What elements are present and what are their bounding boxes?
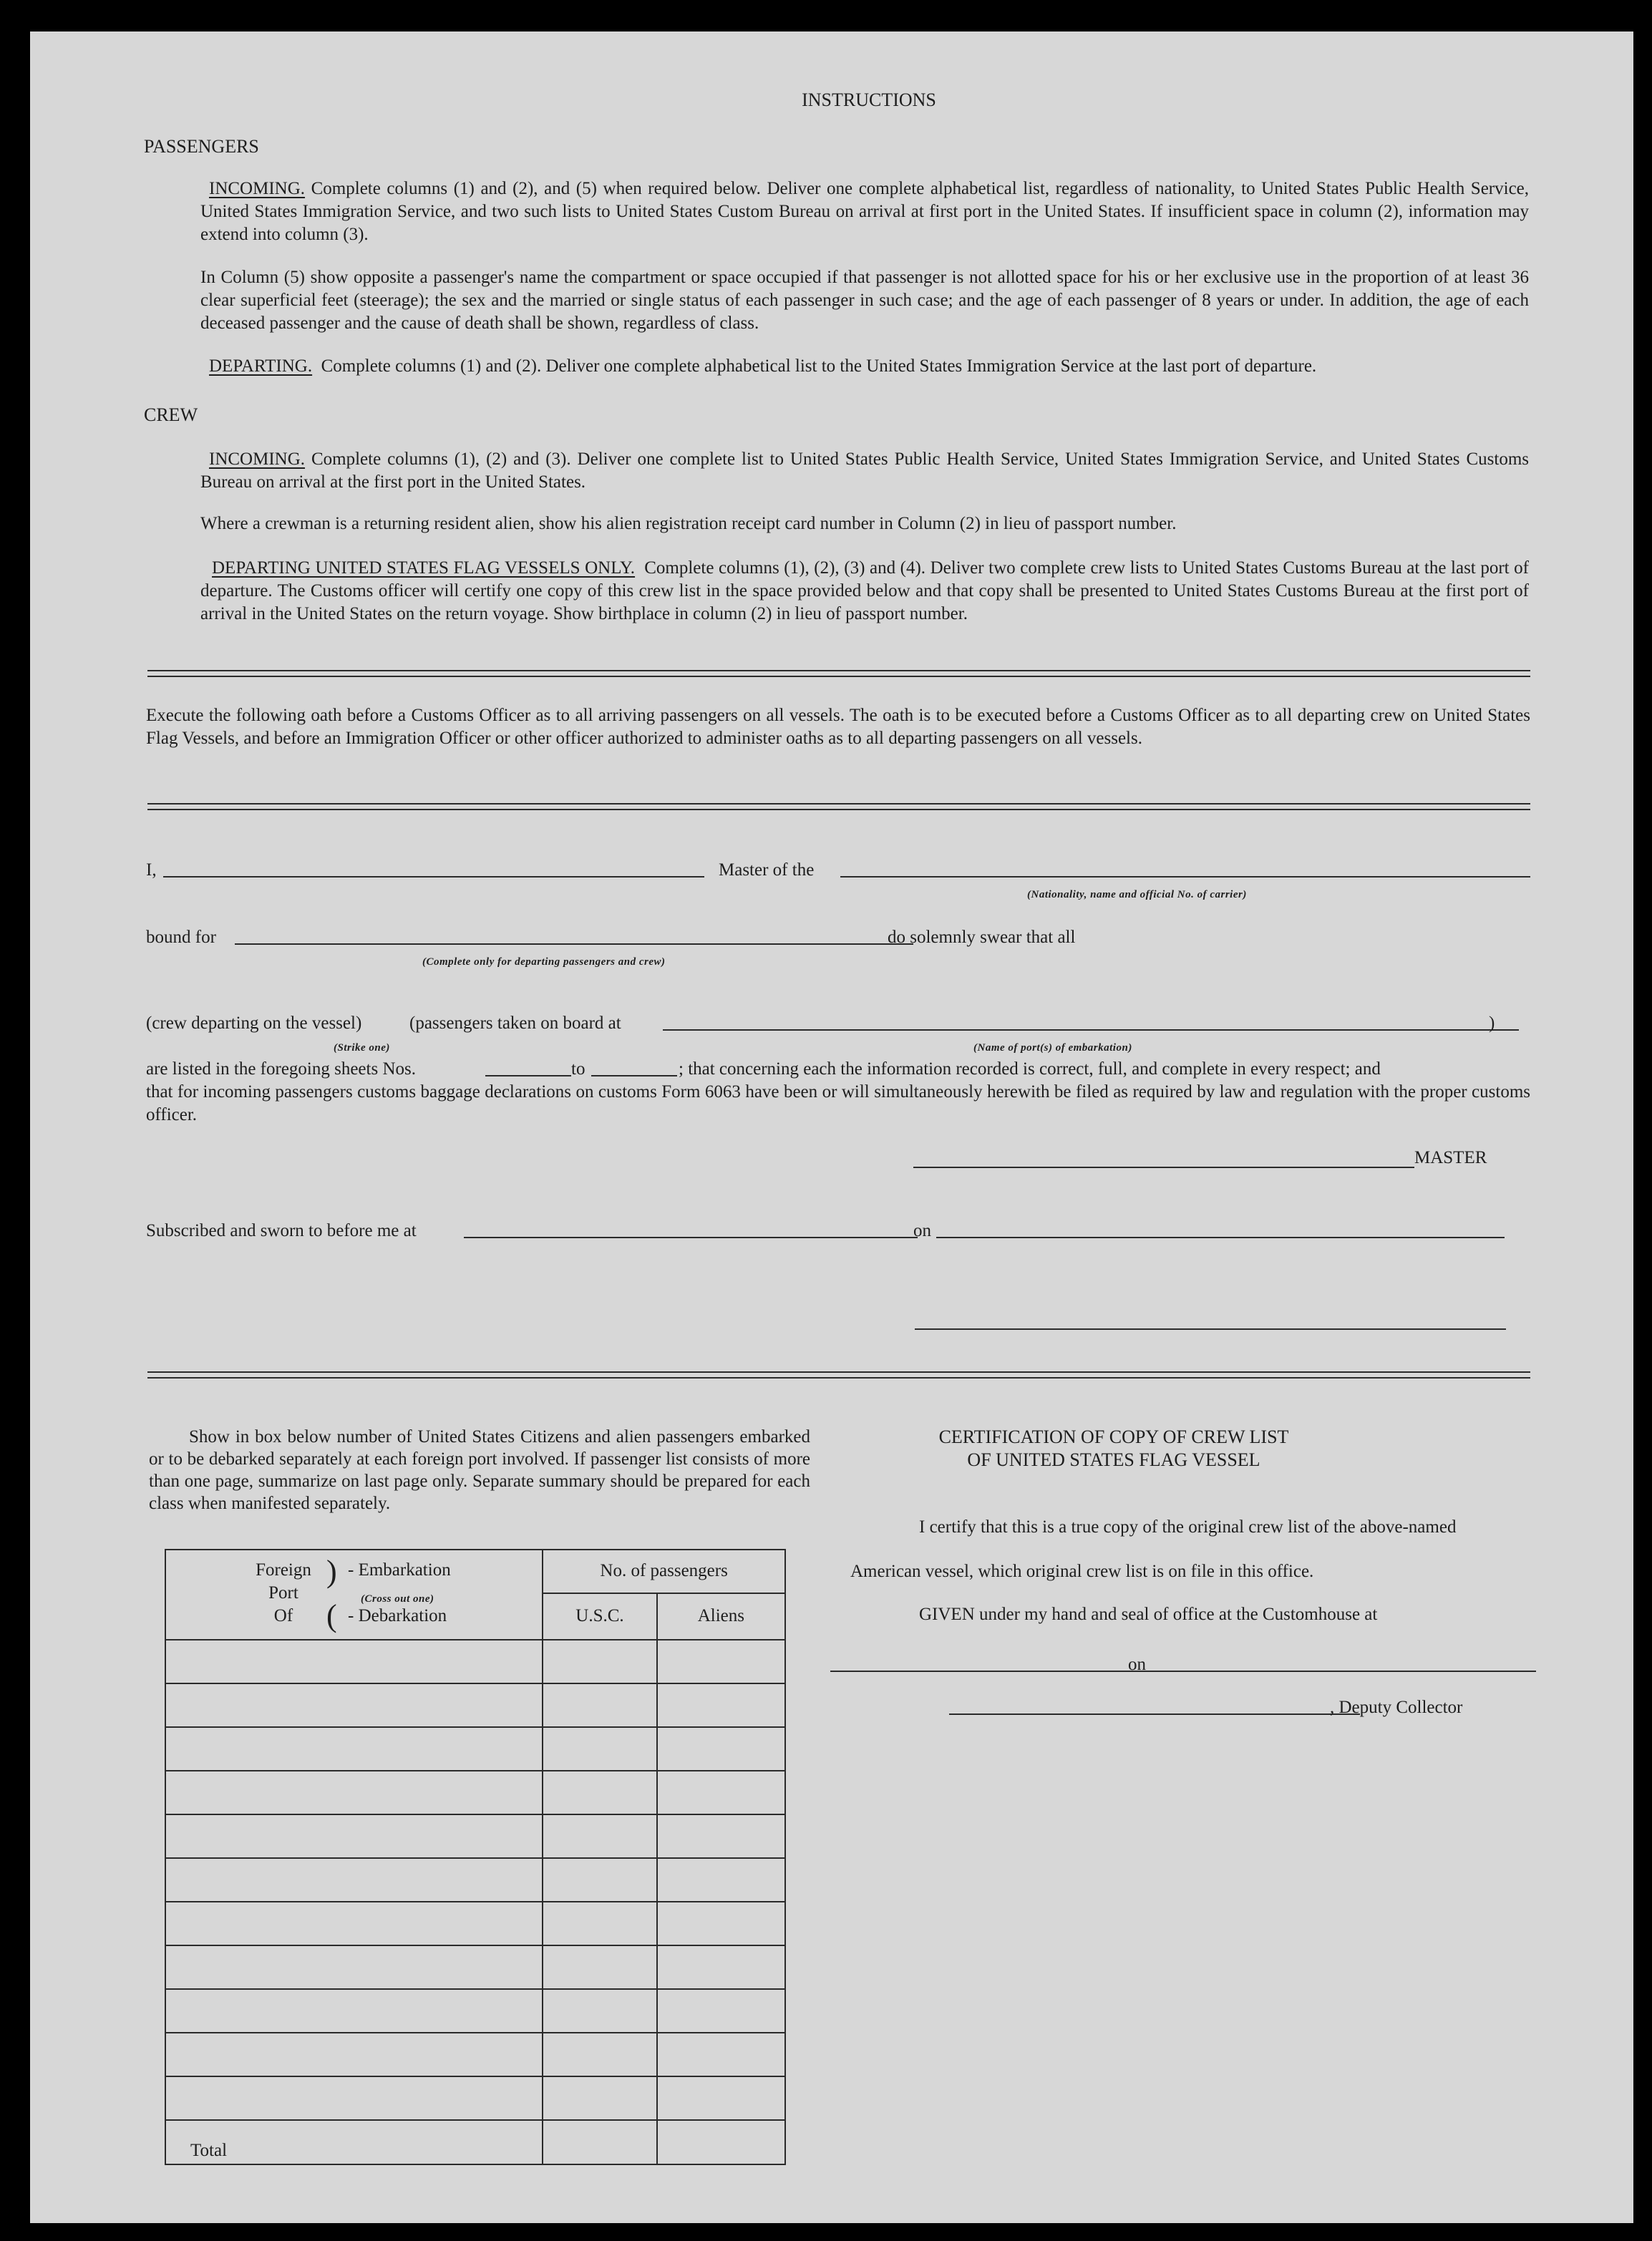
total-aliens-cell[interactable] <box>657 2120 785 2164</box>
passengers-departing-text: Complete columns (1) and (2). Deliver one complete alphabetical list to the United States Immigration Service at the last port of departure. <box>321 356 1317 376</box>
bound-for-label: bound for <box>146 928 216 947</box>
sheets-listed-label: are listed in the foregoing sheets Nos. <box>146 1059 416 1079</box>
cross-out-caption: (Cross out one) <box>361 1593 434 1605</box>
close-paren: ) <box>1489 1013 1495 1033</box>
bound-for-field[interactable] <box>235 943 913 945</box>
certify-text-line2: American vessel, which original crew list is on file in this office. <box>850 1562 1314 1581</box>
port-cell[interactable] <box>165 1727 543 1771</box>
passengers-incoming-text: Complete columns (1) and (2), and (5) when required below. Deliver one complete alphabetical list, regardless of nationality, to United States Public Health Service, United States Immigration Service, and two such lists to United States Custom Bureau on arrival at first port in the United States. If insufficient space in column (2), information may extend into column (3). <box>200 179 1530 244</box>
strike-one-caption: (Strike one) <box>334 1042 390 1054</box>
cert-on-label: on <box>1128 1655 1146 1674</box>
crew-incoming-text: Complete columns (1), (2) and (3). Deliver one complete list to United States Public Health Service, United States Immigration Service, and United States Customs Bureau on arrival at the first port in the United States. <box>200 449 1529 492</box>
passengers-taken-option: (passengers taken on board at <box>409 1013 621 1033</box>
port-caption: (Name of port(s) of embarkation) <box>973 1042 1132 1054</box>
master-signature-label: MASTER <box>1414 1148 1487 1167</box>
deputy-signature-field[interactable] <box>949 1713 1360 1715</box>
foreign-port-header <box>165 1550 543 1640</box>
summary-row <box>165 1902 785 1945</box>
summary-row <box>165 1727 785 1771</box>
crew-incoming-label: INCOMING. <box>209 449 306 469</box>
oath-i-label: I, <box>146 860 157 880</box>
usc-cell[interactable] <box>543 1945 656 1989</box>
port-cell[interactable] <box>165 1640 543 1683</box>
crew-departing-option: (crew departing on the vessel) <box>146 1013 362 1033</box>
customhouse-field[interactable] <box>830 1671 1154 1672</box>
master-signature-field[interactable] <box>913 1167 1414 1168</box>
subscribed-label: Subscribed and sworn to before me at <box>146 1221 417 1240</box>
port-cell[interactable] <box>165 1858 543 1902</box>
crew-departing-text: Complete columns (1), (2), (3) and (4). Deliver two complete crew lists to United States Customs Bureau at the last port of departure. The Customs officer will certify one copy of this crew list in the space provided below and that copy shall be presented to United States Customs Bureau at the first port of arrival in the United States on the return voyage. Show birthplace in column (2) in lieu of passport number. <box>200 558 1529 623</box>
usc-cell[interactable] <box>543 1640 656 1683</box>
aliens-cell[interactable] <box>657 1640 785 1683</box>
col-embarkation: - Embarkation <box>348 1560 451 1580</box>
certification-title-line1: CERTIFICATION OF COPY OF CREW LIST <box>938 1426 1289 1447</box>
passenger-summary-table <box>165 1549 786 2165</box>
usc-cell[interactable] <box>543 1771 656 1814</box>
swear-text: do solemnly swear that all <box>888 928 1076 947</box>
given-text: GIVEN under my hand and seal of office at the Customhouse at <box>919 1605 1378 1624</box>
usc-cell[interactable] <box>543 1814 656 1858</box>
bracket-icon: ( <box>326 1598 337 1633</box>
col-of-word: Of <box>273 1606 293 1625</box>
port-cell[interactable] <box>165 2033 543 2076</box>
officer-signature-field[interactable] <box>915 1328 1506 1330</box>
port-cell[interactable] <box>165 1945 543 1989</box>
crew-departing-paragraph <box>200 557 1529 626</box>
usc-cell[interactable] <box>543 1989 656 2033</box>
sworn-place-field[interactable] <box>464 1237 918 1238</box>
col-aliens: Aliens <box>657 1593 785 1640</box>
sheet-to-label: to <box>571 1059 586 1079</box>
crew-section-label: CREW <box>144 404 198 425</box>
aliens-cell[interactable] <box>657 1989 785 2033</box>
aliens-cell[interactable] <box>657 1727 785 1771</box>
document-page <box>30 31 1633 2223</box>
sheets-listed-rest: ; that concerning each the information recorded is correct, full, and complete in every respect; and <box>679 1059 1381 1079</box>
passengers-incoming-paragraph <box>200 178 1529 246</box>
summary-row <box>165 1683 785 1727</box>
sworn-on-label: on <box>913 1221 931 1240</box>
summary-row <box>165 1858 785 1902</box>
col-foreign-word: Foreign <box>256 1560 311 1580</box>
usc-cell[interactable] <box>543 1727 656 1771</box>
aliens-cell[interactable] <box>657 2033 785 2076</box>
crew-departing-label: DEPARTING UNITED STATES FLAG VESSELS ONLY. <box>212 558 636 578</box>
summary-instructions: Show in box below number of United States Citizens and alien passengers embarked or to be debarked separately at each foreign port involved. If passenger list consists of more than one page, summarize on last page only. Separate summary should be prepared for each class when manifested separately. <box>149 1427 810 1513</box>
section-divider <box>147 803 1530 810</box>
aliens-cell[interactable] <box>657 1858 785 1902</box>
crew-alien-paragraph: Where a crewman is a returning resident alien, show his alien registration receipt card number in Column (2) in lieu of passport number. <box>200 514 1177 533</box>
aliens-cell[interactable] <box>657 2076 785 2120</box>
col-debarkation: - Debarkation <box>348 1606 447 1625</box>
carrier-caption: (Nationality, name and official No. of carrier) <box>1027 889 1247 900</box>
usc-cell[interactable] <box>543 1902 656 1945</box>
instructions-heading: INSTRUCTIONS <box>802 89 936 110</box>
usc-cell[interactable] <box>543 1858 656 1902</box>
col-no-passengers: No. of passengers <box>543 1550 785 1593</box>
total-label: Total <box>165 2120 543 2164</box>
master-of-label: Master of the <box>719 860 815 880</box>
aliens-cell[interactable] <box>657 1683 785 1727</box>
passengers-incoming-label: INCOMING. <box>209 179 306 198</box>
carrier-field[interactable] <box>840 876 1530 878</box>
summary-row <box>165 2076 785 2120</box>
port-cell[interactable] <box>165 1902 543 1945</box>
embarkation-port-field[interactable] <box>663 1029 1519 1031</box>
oath-instructions: Execute the following oath before a Customs Officer as to all arriving passengers on all vessels. The oath is to be executed before a Customs Officer as to all departing crew on United States Flag Vessels, and before an Immigration Officer or other officer authorized to administer oaths as to all departing passengers on all vessels. <box>146 706 1530 748</box>
deputy-collector-label: , Deputy Collector <box>1330 1698 1463 1717</box>
port-cell[interactable] <box>165 1683 543 1727</box>
passengers-departing-paragraph <box>180 355 1529 378</box>
bracket-icon: ) <box>326 1554 337 1589</box>
certify-text-line1: I certify that this is a true copy of the original crew list of the above-named <box>919 1517 1457 1537</box>
baggage-declaration-text: that for incoming passengers customs baggage declarations on customs Form 6063 have been or will simultaneously herewith be filed as required by law and regulation with the proper customs officer. <box>146 1082 1530 1124</box>
summary-row <box>165 1989 785 2033</box>
summary-row <box>165 1945 785 1989</box>
aliens-cell[interactable] <box>657 1902 785 1945</box>
cert-date-field[interactable] <box>1151 1671 1536 1672</box>
port-cell[interactable] <box>165 1771 543 1814</box>
summary-rows <box>165 1640 785 2120</box>
section-divider <box>147 670 1530 677</box>
crew-incoming-paragraph <box>200 448 1529 494</box>
total-usc-cell[interactable] <box>543 2120 656 2164</box>
usc-cell[interactable] <box>543 2033 656 2076</box>
sheet-from-field[interactable] <box>485 1075 571 1076</box>
bound-for-caption: (Complete only for departing passengers and crew) <box>422 956 666 968</box>
master-name-field[interactable] <box>163 876 704 878</box>
usc-cell[interactable] <box>543 2076 656 2120</box>
summary-row <box>165 1814 785 1858</box>
aliens-cell[interactable] <box>657 1945 785 1989</box>
aliens-cell[interactable] <box>657 1771 785 1814</box>
usc-cell[interactable] <box>543 1683 656 1727</box>
sheet-to-field[interactable] <box>591 1075 677 1076</box>
port-cell[interactable] <box>165 1989 543 2033</box>
sworn-date-field[interactable] <box>936 1237 1505 1238</box>
port-cell[interactable] <box>165 2076 543 2120</box>
passengers-column5-paragraph: In Column (5) show opposite a passenger's name the compartment or space occupied if that passenger is not allotted space for his or her exclusive use in the proportion of at least 36 clear superficial feet (steerage); the sex and the married or single status of each passenger in such case; and the age of each passenger of 8 years or under. In addition, the age of each deceased passenger and the cause of death shall be shown, regardless of class. <box>200 268 1529 333</box>
col-usc: U.S.C. <box>543 1593 656 1640</box>
section-divider <box>147 1371 1530 1379</box>
port-cell[interactable] <box>165 1814 543 1858</box>
summary-row <box>165 1640 785 1683</box>
passengers-departing-label: DEPARTING. <box>209 356 313 376</box>
certification-title-line2: OF UNITED STATES FLAG VESSEL <box>967 1449 1260 1470</box>
col-port-word: Port <box>268 1583 298 1603</box>
summary-row <box>165 1771 785 1814</box>
aliens-cell[interactable] <box>657 1814 785 1858</box>
summary-row <box>165 2033 785 2076</box>
passengers-section-label: PASSENGERS <box>144 136 259 157</box>
